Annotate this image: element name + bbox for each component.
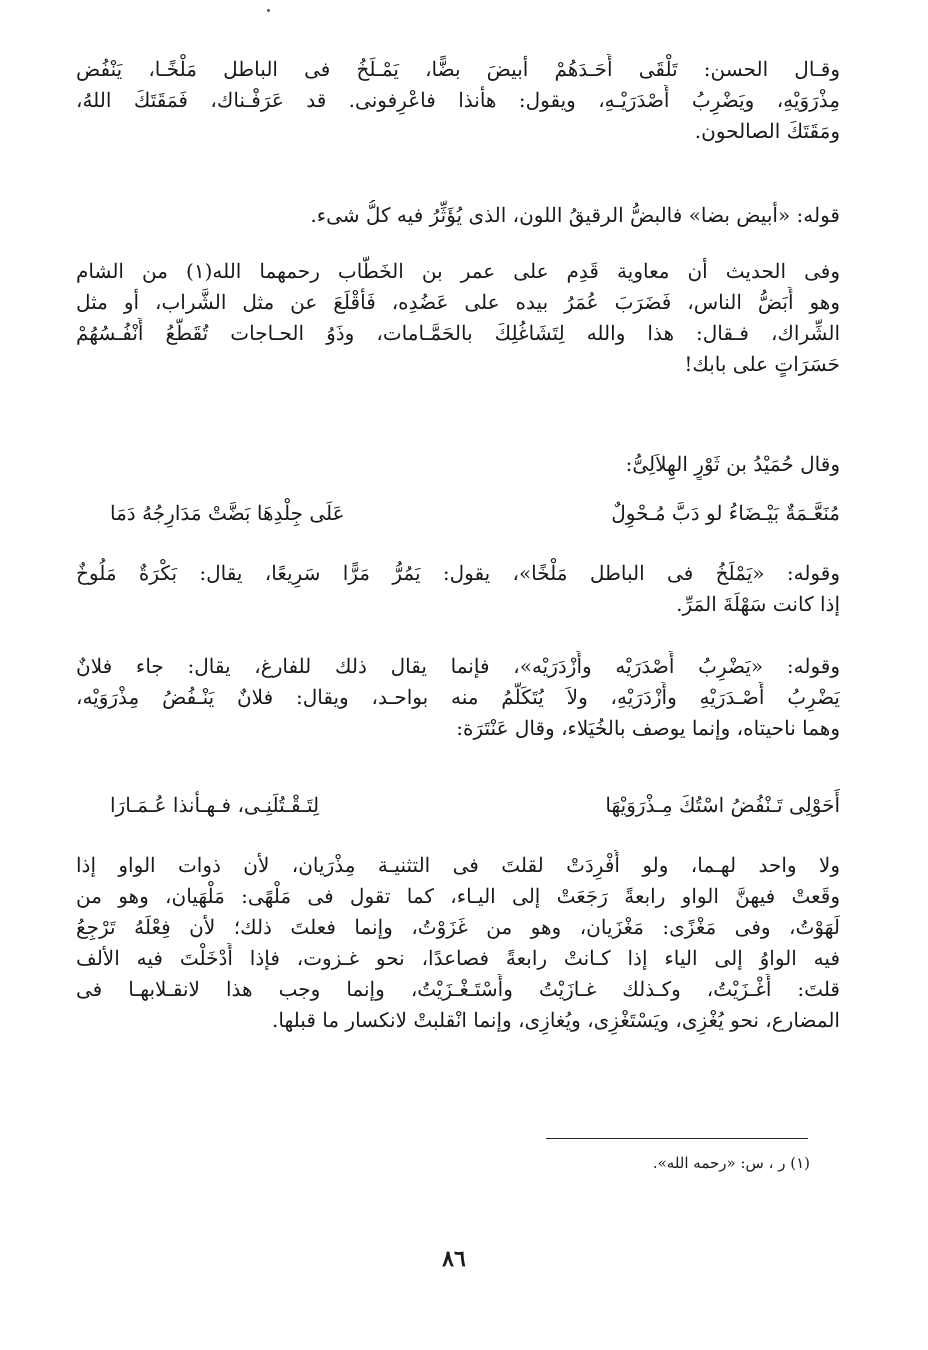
verse-first-hemistich: مُنَعَّـمَةٌ بَيْـضَاءُ لو دَبَّ مُـحْوِلٌ (611, 501, 840, 525)
verse-first-hemistich: أَحَوْلِى تَـنْفُضُ اسْتُكَ مِـذْرَوَيْهَا (605, 793, 840, 817)
text-line: وقال حُمَيْدُ بن ثَوْرٍ الهِلاَلِىُّ: (625, 452, 840, 476)
text-line: وقوله: «يَمْلَخُ فى الباطل مَلْخًا»، يقول: يَمُرُّ مَرًّا سَرِيعًا، يقال: بَكْرَةٌ مَلُوخٌ (76, 561, 840, 585)
text-line: وفى الحديث أن معاوية قَدِم على عمر بن الخَطَّاب رحمهما الله(١) من الشام (76, 259, 840, 283)
text-line: الشِّراك، فـقال: هذا والله لِتَشَاغُلِكَ بالحَمَّـامات، وذَوُ الحـاجات تُقَطَّعُ أَنْفُـسُهُمْ (76, 321, 840, 345)
text-line: قوله: «أبيض بضا» فالبضُّ الرقيقُ اللون، الذى يُؤَثِّرُ فيه كلُّ شىء. (310, 203, 840, 227)
text-line: مِذْرَوَيْهِ، ويَضْرِبُ أَصْدَرَيْـهِ، ويقول: هأنذا فاعْرِفونى. قد عَرَفْـناك، فَمَقَتَكَ اللهُ، (76, 88, 840, 112)
paragraph-asdarayh (76, 651, 840, 744)
paragraph-hadith-muawiya (76, 256, 840, 380)
text-line: حَسَرَاتٍ على بابك! (684, 352, 840, 376)
text-line: المضارع، نحو يُغْزِى، ويَسْتَغْزِى، ويُغازِى، وإنما انْقلبتْ لانكسار ما قبلها. (272, 1008, 840, 1032)
text-line: قلتَ: أَغْـزَيْتُ، وكـذلك غـازَيْتُ وأَسْتَـغْـزَيْتُ، وإنما وجب هذا لانقـلابهـا فى (76, 977, 840, 1001)
text-line: فيه الواوُ إلى الياء إذا كـانتْ رابعةً فصاعدًا، نحو غـزوت، فإذا أَدْخَلْتَ فيه الألف (76, 946, 840, 970)
text-line: إذا كانت سَهْلَةَ المَرِّ. (676, 592, 840, 616)
page-number: ٨٦ (442, 1246, 466, 1272)
paragraph-abyad-bada (76, 200, 840, 231)
paragraph-humayd-intro (76, 449, 840, 480)
paragraph-al-hasan (76, 54, 840, 147)
text-line: ولا واحد لهـما، ولو أُفْرِدَتْ لقلتَ فى التثنيـة مِذْرَيان، لأن ذوات الواو إذا (76, 853, 840, 877)
text-line: وهو أَبَضُّ الناس، فَضَرَبَ عُمَرُ بيده على عَضُدِه، فَأَقْلَعَ عن مثل الشَّراب، أو مثل (76, 290, 840, 314)
paragraph-yamlakh (76, 558, 840, 620)
verse-second-hemistich: عَلَى جِلْدِهَا بَضَّتْ مَدَارِجُهُ دَمَا (110, 501, 345, 525)
text-line: لَهَوْتُ، وفى مَغْزًى: مَغْزَيان، وهو من غَزَوْتُ، وإنما فعلتَ ذلك؛ لأن فِعْلَهُ تَرْجِعُ (76, 915, 840, 939)
verse-second-hemistich: لِتَـقْـتُلَنِـى، فـهـأنذا عُـمَـارَا (110, 793, 320, 817)
scan-speck (267, 9, 270, 12)
paragraph-mithrayan (76, 850, 840, 1036)
text-line: ومَقَتَكَ الصالحون. (694, 119, 840, 143)
footnote-separator (546, 1138, 808, 1139)
text-line: وقـال الحسن: تَلْقَى أَحَـدَهُمْ أبيضَ بضًّا، يَمْـلَخُ فى الباطل مَلْخًـا، يَنْفُض (76, 57, 840, 81)
text-line: وهما ناحيتاه، وإنما يوصف بالخُيَلاء، وقال عَنْتَرَة: (456, 716, 840, 740)
text-line: وقوله: «يَضْرِبُ أَصْدَرَيْه وأَزْدَرَيْه»، فإنما يقال ذلك للفارغ، يقال: جاء فلانٌ (76, 654, 840, 678)
text-line: وقَعتْ فيهنَّ الواو رابعةً رَجَعَتْ إلى اليـاء، كما تقول فى مَلْهًى: مَلْهَيان، وهو من (76, 884, 840, 908)
text-line: يَضْرِبُ أَصْـدَرَيْهِ وأَزْدَرَيْهِ، ولاَ يُتَكَلَّمُ منه بواحـد، ويقال: فلانٌ يَنْـفُضُ مِذْرَوَيْه، (76, 685, 840, 709)
footnote: (١) ر ، س: «رحمه الله». (652, 1154, 810, 1172)
